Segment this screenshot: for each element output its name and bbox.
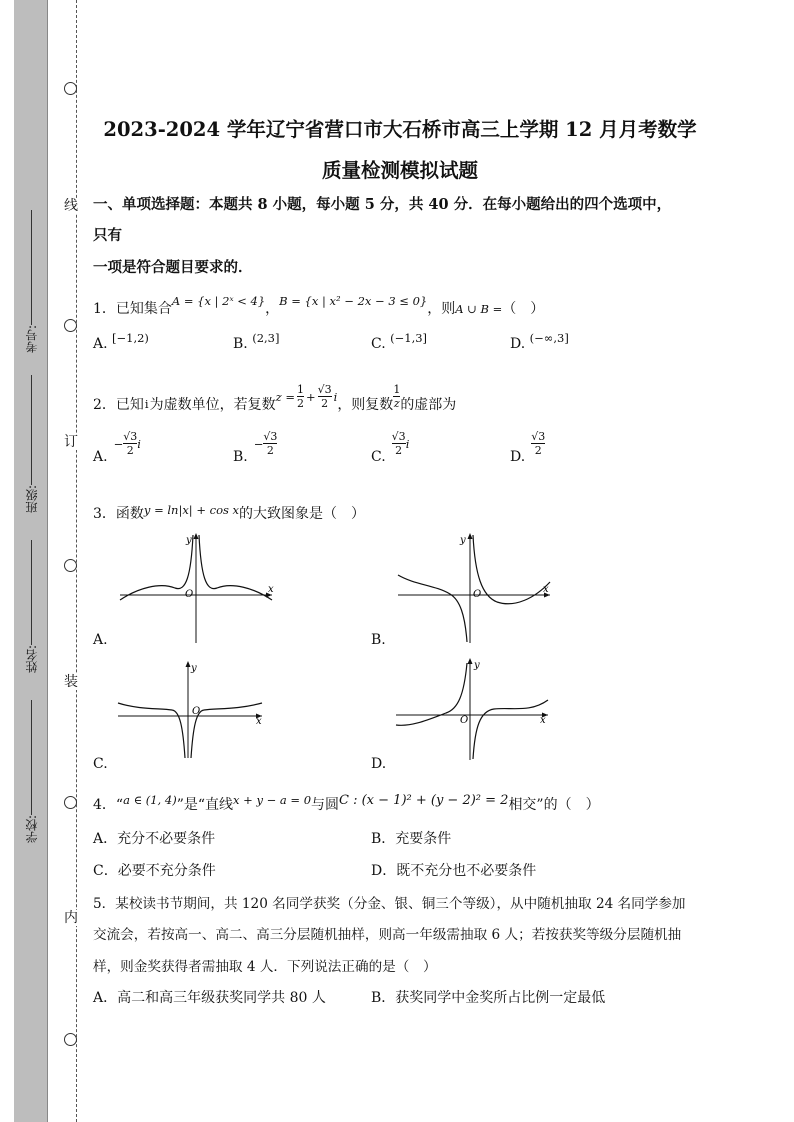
q3-function: y = ln|x| + cos x: [143, 503, 240, 517]
y-label: y: [460, 535, 466, 546]
option-suffix: i: [137, 436, 141, 451]
q3-option-d-label[interactable]: D.: [371, 756, 387, 772]
field-underline: [31, 210, 32, 325]
fraction-num: √3: [531, 430, 546, 443]
cut-char-xian: 线: [64, 198, 78, 214]
graph-c: [110, 658, 280, 758]
curve-right: [473, 700, 548, 759]
curve-right: [191, 703, 262, 758]
q2-prefix: 2．已知: [93, 396, 144, 413]
option-label: D．: [371, 863, 397, 879]
q1-option-a[interactable]: [93, 331, 149, 352]
q4-circle: C : (x − 1)² + (y − 2)² = 2: [339, 793, 509, 808]
question-3: [93, 503, 365, 523]
q3-option-c-label[interactable]: C.: [93, 756, 108, 772]
option-label: B.: [233, 336, 248, 352]
q2-reciprocal: [393, 383, 400, 410]
fraction-den: 2: [126, 444, 134, 457]
graph-b: [390, 530, 570, 645]
fraction-num: √3: [391, 430, 406, 443]
option-value: (−1,3]: [390, 331, 428, 345]
field-class[interactable]: [18, 375, 44, 513]
q2-option-a[interactable]: [93, 430, 141, 465]
q1-union: A ∪ B =: [455, 302, 503, 316]
fraction-den: 2: [296, 397, 304, 410]
origin-label: O: [192, 706, 201, 717]
fraction: [531, 430, 545, 457]
question-2: [93, 383, 457, 417]
fraction: [263, 430, 277, 457]
section-heading-cont: 一项是符合题目要求的．: [93, 259, 253, 276]
q2-tail: 的虚部为: [400, 396, 457, 413]
option-label: B．: [371, 831, 396, 847]
q2-mid: 为虚数单位，若复数: [149, 396, 276, 413]
option-label: B．: [371, 990, 396, 1006]
field-underline: [31, 700, 32, 815]
option-value: [531, 430, 545, 457]
curve-left: [118, 703, 185, 758]
option-suffix: i: [405, 436, 410, 451]
field-underline: [31, 375, 32, 485]
cut-char-ding: 订: [64, 434, 78, 450]
graph-a: [110, 530, 290, 645]
field-label: 考号:: [24, 325, 39, 354]
cut-char-nei: 内: [64, 910, 78, 926]
fraction: [297, 383, 304, 410]
fraction-den: 2: [395, 444, 403, 457]
curve-left: [396, 663, 467, 725]
option-label: A．: [93, 831, 118, 847]
q4-option-c[interactable]: [93, 860, 216, 880]
q1-then: ，则: [427, 301, 456, 317]
q2-option-d[interactable]: [510, 430, 546, 465]
option-value: (−∞,3]: [529, 331, 569, 345]
y-axis-arrow: [468, 533, 473, 539]
fraction-den: 2: [266, 444, 274, 457]
q1-option-b[interactable]: [233, 331, 280, 352]
q2-i-var: i: [333, 389, 338, 404]
q3-option-a-label[interactable]: A.: [93, 632, 108, 648]
q5-option-b[interactable]: [371, 987, 605, 1007]
fraction-den: z: [393, 397, 400, 410]
option-label: B.: [233, 449, 248, 465]
option-value: [−1,2): [112, 331, 149, 345]
option-text: 获奖同学中金奖所占比例一定最低: [395, 990, 606, 1006]
fraction-den: 2: [534, 444, 542, 457]
q4-condition: a ∈ (1, 4): [123, 793, 177, 807]
q1-option-d[interactable]: [510, 331, 569, 352]
binding-hole: [64, 319, 77, 332]
fraction-den: 2: [321, 397, 329, 410]
question-5-line-2: 交流会，若按高一、高二、高三分层随机抽样，则高一年级需抽取 6 人；若按获奖等级分层随机抽: [93, 927, 682, 943]
section-heading: 一、单项选择题：本题共 8 小题，每小题 5 分，共 40 分．在每小题给出的四个选项中，: [93, 196, 672, 213]
option-value: [392, 430, 410, 457]
y-axis-arrow: [194, 533, 199, 539]
origin-label: O: [473, 589, 482, 600]
fraction-num: 1: [296, 383, 304, 396]
q3-option-b-label[interactable]: B.: [371, 632, 386, 648]
fraction: [123, 430, 137, 457]
q2-z-eq: z =: [275, 389, 295, 404]
question-5-line-3: 样，则金奖获得者需抽取 4 人．下列说法正确的是（ ）: [93, 959, 437, 975]
y-axis-arrow: [186, 661, 191, 667]
y-label: y: [474, 660, 480, 671]
field-label: 姓名:: [24, 645, 39, 674]
q4-option-b[interactable]: [371, 828, 451, 848]
x-label: x: [268, 584, 274, 595]
q5-option-a[interactable]: [93, 987, 326, 1007]
field-label: 班级:: [24, 485, 39, 514]
fraction-num: √3: [317, 383, 332, 396]
question-5-line-1: 5．某校读书节期间，共 120 名同学获奖（分金、银、铜三个等级），从中随机抽取 24 名同学参加: [93, 896, 686, 912]
binding-hole: [64, 1033, 77, 1046]
q1-prefix: 1．已知集合: [93, 301, 172, 317]
q2-imag-unit: i: [144, 396, 149, 411]
option-text: 既不充分也不必要条件: [396, 863, 537, 879]
q4-option-d[interactable]: [371, 860, 536, 880]
fraction: [392, 430, 406, 457]
binding-hole: [64, 82, 77, 95]
curve-left: [398, 575, 467, 642]
field-underline: [31, 540, 32, 645]
option-label: A.: [93, 336, 108, 352]
q2-z-expression: [276, 383, 338, 410]
option-value: [254, 430, 278, 457]
x-label: x: [256, 716, 262, 727]
y-label: y: [186, 535, 192, 546]
q4-mid2: 与圆: [311, 797, 340, 813]
field-school[interactable]: [18, 700, 44, 843]
plus-sign: +: [305, 389, 316, 404]
field-name[interactable]: [18, 540, 44, 673]
q1-paren: （ ）: [502, 301, 545, 317]
option-label: A.: [93, 449, 108, 465]
option-label: D.: [510, 449, 526, 465]
y-axis-arrow: [468, 658, 473, 664]
q1-comma: ，: [265, 301, 280, 317]
q4-option-a[interactable]: [93, 828, 215, 848]
q4-open: 4．“: [93, 797, 124, 813]
binding-hole: [64, 796, 77, 809]
cut-char-zhuang: 装: [64, 674, 78, 690]
q3-tail: 的大致图象是（ ）: [239, 506, 366, 522]
option-text: 必要不充分条件: [117, 863, 216, 879]
option-label: C.: [371, 336, 386, 352]
option-value: [114, 430, 141, 457]
x-label: x: [540, 715, 546, 726]
q1-set-b: B = {x | x² − 2x − 3 ≤ 0}: [279, 294, 428, 308]
question-4: [93, 794, 600, 814]
q4-mid1: ”是“直线: [176, 797, 234, 813]
option-text: 充分不必要条件: [117, 831, 216, 847]
option-label: D.: [510, 336, 526, 352]
option-label: A．: [93, 990, 118, 1006]
option-label: C.: [371, 449, 386, 465]
y-label: y: [191, 663, 197, 674]
binding-hole: [64, 559, 77, 572]
x-label: x: [543, 584, 549, 595]
curve-right: [473, 535, 550, 604]
title-line-2: 质量检测模拟试题: [321, 159, 478, 182]
q2-option-c[interactable]: [371, 430, 410, 465]
q2-then: ，则复数: [337, 396, 394, 413]
section-heading-cont: 只有: [93, 227, 122, 244]
option-text: 充要条件: [395, 831, 452, 847]
q1-set-a: A = {x | 2ˣ < 4}: [171, 294, 266, 308]
fraction: [318, 383, 332, 410]
fraction-num: 1: [393, 383, 401, 396]
graph-d: [390, 655, 560, 760]
curve-left: [120, 535, 193, 600]
q4-tail: 相交”的（ ）: [508, 797, 600, 813]
q2-option-b[interactable]: [233, 430, 278, 465]
option-sign: −: [253, 436, 264, 451]
option-sign: −: [113, 436, 124, 451]
q3-prefix: 3．函数: [93, 506, 144, 522]
field-label: 学校:: [24, 815, 39, 844]
question-1: [93, 294, 545, 318]
q1-option-c[interactable]: [371, 331, 428, 352]
field-exam-number[interactable]: [18, 210, 44, 353]
option-value: (2,3]: [252, 331, 280, 345]
cut-line: [76, 0, 77, 1122]
fraction-num: √3: [123, 430, 138, 443]
title-line-1: 2023-2024 学年辽宁省营口市大石桥市高三上学期 12 月月考数学: [103, 118, 697, 141]
fraction-num: √3: [263, 430, 278, 443]
origin-label: O: [460, 715, 469, 726]
binding-strip-edge: [47, 0, 48, 1122]
q4-line: x + y − a = 0: [233, 793, 312, 807]
curve-right: [199, 535, 272, 600]
option-label: C．: [93, 863, 118, 879]
option-text: 高二和高三年级获奖同学共 80 人: [117, 990, 326, 1006]
origin-label: O: [185, 589, 194, 600]
